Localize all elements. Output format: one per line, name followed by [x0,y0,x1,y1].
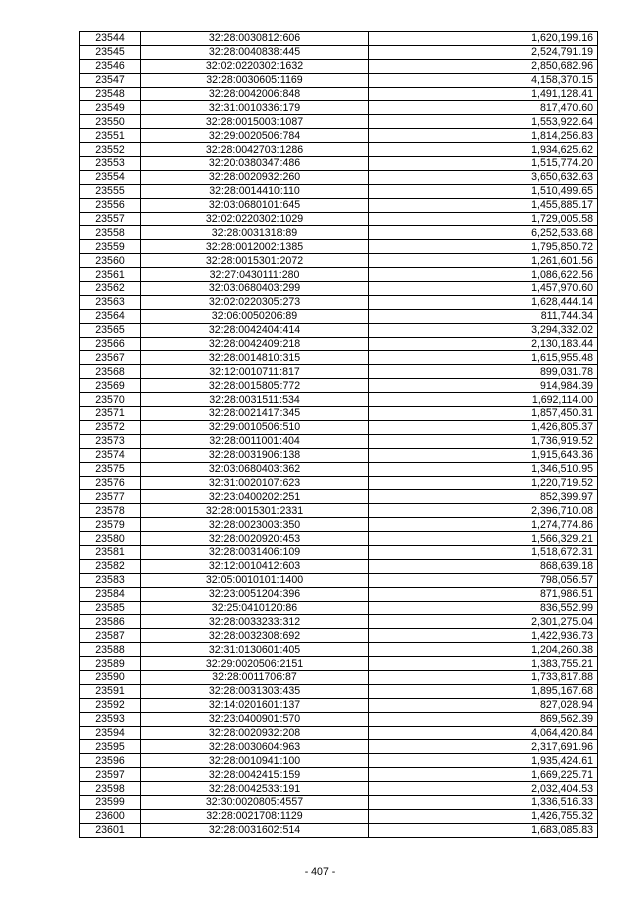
table-row [80,448,598,462]
row-id-cell: 23580 [80,532,141,546]
cadastral-number-cell: 32:28:0015003:1087 [141,115,369,129]
row-id-cell: 23586 [80,615,141,629]
cadastral-value-cell: 3,294,332.02 [369,323,598,337]
row-id-cell: 23551 [80,129,141,143]
row-id-cell: 23592 [80,698,141,712]
table-row [80,712,598,726]
cadastral-value-cell: 2,032,404.53 [369,782,598,796]
cadastral-value-cell: 1,086,622.56 [369,268,598,282]
table-row [80,490,598,504]
cadastral-value-cell: 798,056.57 [369,573,598,587]
cadastral-value-cell: 1,261,601.56 [369,254,598,268]
cadastral-number-cell: 32:28:0020932:208 [141,726,369,740]
table-row [80,143,598,157]
table-row [80,740,598,754]
row-id-cell: 23563 [80,295,141,309]
cadastral-number-cell: 32:28:0031318:89 [141,226,369,240]
cadastral-value-cell: 1,336,516.33 [369,795,598,809]
row-id-cell: 23562 [80,282,141,296]
cadastral-value-cell: 2,850,682.96 [369,59,598,73]
page-number: - 407 - [304,866,336,878]
cadastral-number-cell: 32:02:0220302:1029 [141,212,369,226]
cadastral-value-cell: 4,064,420.84 [369,726,598,740]
cadastral-number-cell: 32:02:0220302:1632 [141,59,369,73]
table-row [80,157,598,171]
cadastral-value-table [79,31,598,838]
row-id-cell: 23547 [80,73,141,87]
cadastral-value-cell: 1,934,625.62 [369,143,598,157]
table-row [80,212,598,226]
cadastral-number-cell: 32:28:0021708:1129 [141,809,369,823]
table-row [80,101,598,115]
cadastral-value-cell: 1,274,774.86 [369,518,598,532]
cadastral-value-cell: 1,422,936.73 [369,629,598,643]
cadastral-number-cell: 32:28:0042533:191 [141,782,369,796]
cadastral-number-cell: 32:28:0042703:1286 [141,143,369,157]
cadastral-value-cell: 2,301,275.04 [369,615,598,629]
cadastral-number-cell: 32:28:0011706:87 [141,670,369,684]
table-row [80,684,598,698]
table-row [80,226,598,240]
table-row [80,573,598,587]
cadastral-value-cell: 2,130,183.44 [369,337,598,351]
cadastral-value-cell: 1,736,919.52 [369,434,598,448]
table-row [80,601,598,615]
table-row [80,337,598,351]
cadastral-number-cell: 32:28:0020920:453 [141,532,369,546]
row-id-cell: 23570 [80,393,141,407]
cadastral-number-cell: 32:28:0030604:963 [141,740,369,754]
cadastral-value-cell: 1,515,774.20 [369,157,598,171]
row-id-cell: 23575 [80,462,141,476]
table-row [80,407,598,421]
row-id-cell: 23578 [80,504,141,518]
row-id-cell: 23601 [80,823,141,837]
row-id-cell: 23564 [80,309,141,323]
row-id-cell: 23595 [80,740,141,754]
cadastral-value-cell: 1,518,672.31 [369,545,598,559]
table-row [80,698,598,712]
table-row [80,504,598,518]
cadastral-value-cell: 836,552.99 [369,601,598,615]
row-id-cell: 23584 [80,587,141,601]
row-id-cell: 23576 [80,476,141,490]
cadastral-value-cell: 852,399.97 [369,490,598,504]
table-row [80,379,598,393]
cadastral-number-cell: 32:31:0010336:179 [141,101,369,115]
cadastral-number-cell: 32:03:0680403:299 [141,282,369,296]
cadastral-value-cell: 1,620,199.16 [369,32,598,46]
table-row [80,268,598,282]
table-row [80,532,598,546]
row-id-cell: 23557 [80,212,141,226]
cadastral-number-cell: 32:30:0020805:4557 [141,795,369,809]
table-row [80,254,598,268]
table-row [80,282,598,296]
cadastral-value-cell: 1,857,450.31 [369,407,598,421]
cadastral-value-cell: 1,615,955.48 [369,351,598,365]
table-row [80,351,598,365]
row-id-cell: 23561 [80,268,141,282]
table-row [80,87,598,101]
table-row [80,295,598,309]
table-row [80,309,598,323]
cadastral-number-cell: 32:28:0015301:2072 [141,254,369,268]
cadastral-number-cell: 32:28:0033233:312 [141,615,369,629]
row-id-cell: 23599 [80,795,141,809]
table-row [80,670,598,684]
cadastral-number-cell: 32:05:0010101:1400 [141,573,369,587]
row-id-cell: 23577 [80,490,141,504]
cadastral-value-cell: 1,426,755.32 [369,809,598,823]
row-id-cell: 23554 [80,170,141,184]
cadastral-value-cell: 1,795,850.72 [369,240,598,254]
table-row [80,643,598,657]
row-id-cell: 23546 [80,59,141,73]
table-row [80,754,598,768]
cadastral-number-cell: 32:28:0014410:110 [141,184,369,198]
row-id-cell: 23548 [80,87,141,101]
cadastral-number-cell: 32:23:0051204:396 [141,587,369,601]
cadastral-value-cell: 1,566,329.21 [369,532,598,546]
table-row [80,795,598,809]
cadastral-number-cell: 32:27:0430111:280 [141,268,369,282]
cadastral-value-cell: 914,984.39 [369,379,598,393]
cadastral-value-cell: 1,669,225.71 [369,768,598,782]
row-id-cell: 23550 [80,115,141,129]
cadastral-number-cell: 32:29:0020506:784 [141,129,369,143]
cadastral-number-cell: 32:25:0410120:86 [141,601,369,615]
table-row [80,434,598,448]
row-id-cell: 23583 [80,573,141,587]
table-row [80,198,598,212]
row-id-cell: 23590 [80,670,141,684]
cadastral-value-cell: 1,220,719.52 [369,476,598,490]
row-id-cell: 23585 [80,601,141,615]
cadastral-number-cell: 32:28:0040838:445 [141,45,369,59]
table-row [80,59,598,73]
cadastral-number-cell: 32:28:0042404:414 [141,323,369,337]
cadastral-value-cell: 811,744.34 [369,309,598,323]
cadastral-number-cell: 32:23:0400901:570 [141,712,369,726]
cadastral-value-cell: 1,383,755.21 [369,657,598,671]
cadastral-number-cell: 32:28:0011001:404 [141,434,369,448]
cadastral-value-cell: 2,317,691.96 [369,740,598,754]
table-body [80,32,598,838]
cadastral-value-cell: 2,524,791.19 [369,45,598,59]
table-row [80,629,598,643]
table-row [80,115,598,129]
cadastral-number-cell: 32:28:0014810:315 [141,351,369,365]
cadastral-value-cell: 1,733,817.88 [369,670,598,684]
row-id-cell: 23571 [80,407,141,421]
table-row [80,462,598,476]
row-id-cell: 23555 [80,184,141,198]
table-row [80,45,598,59]
table-row [80,518,598,532]
table-row [80,184,598,198]
cadastral-number-cell: 32:28:0031602:514 [141,823,369,837]
row-id-cell: 23565 [80,323,141,337]
row-id-cell: 23568 [80,365,141,379]
row-id-cell: 23553 [80,157,141,171]
cadastral-number-cell: 32:02:0220305:273 [141,295,369,309]
row-id-cell: 23582 [80,559,141,573]
cadastral-value-cell: 1,814,256.83 [369,129,598,143]
row-id-cell: 23574 [80,448,141,462]
table-row [80,559,598,573]
cadastral-value-cell: 6,252,533.68 [369,226,598,240]
cadastral-number-cell: 32:28:0020932:260 [141,170,369,184]
cadastral-value-cell: 1,491,128.41 [369,87,598,101]
table-row [80,129,598,143]
cadastral-number-cell: 32:28:0042415:159 [141,768,369,782]
row-id-cell: 23569 [80,379,141,393]
cadastral-value-cell: 1,729,005.58 [369,212,598,226]
cadastral-value-cell: 1,683,085.83 [369,823,598,837]
cadastral-number-cell: 32:29:0020506:2151 [141,657,369,671]
cadastral-value-cell: 1,935,424.61 [369,754,598,768]
table-row [80,323,598,337]
cadastral-number-cell: 32:28:0023003:350 [141,518,369,532]
cadastral-number-cell: 32:29:0010506:510 [141,420,369,434]
cadastral-value-cell: 869,562.39 [369,712,598,726]
cadastral-value-cell: 868,639.18 [369,559,598,573]
row-id-cell: 23552 [80,143,141,157]
row-id-cell: 23560 [80,254,141,268]
row-id-cell: 23588 [80,643,141,657]
row-id-cell: 23581 [80,545,141,559]
cadastral-number-cell: 32:28:0042409:218 [141,337,369,351]
row-id-cell: 23544 [80,32,141,46]
row-id-cell: 23600 [80,809,141,823]
cadastral-value-cell: 1,346,510.95 [369,462,598,476]
row-id-cell: 23589 [80,657,141,671]
cadastral-number-cell: 32:20:0380347:486 [141,157,369,171]
row-id-cell: 23593 [80,712,141,726]
cadastral-value-cell: 2,396,710.08 [369,504,598,518]
row-id-cell: 23558 [80,226,141,240]
table-row [80,726,598,740]
table-row [80,365,598,379]
table-row [80,170,598,184]
row-id-cell: 23596 [80,754,141,768]
cadastral-value-cell: 1,628,444.14 [369,295,598,309]
row-id-cell: 23549 [80,101,141,115]
row-id-cell: 23572 [80,420,141,434]
cadastral-number-cell: 32:23:0400202:251 [141,490,369,504]
table-row [80,657,598,671]
row-id-cell: 23545 [80,45,141,59]
cadastral-value-cell: 1,915,643.36 [369,448,598,462]
cadastral-number-cell: 32:03:0680403:362 [141,462,369,476]
cadastral-number-cell: 32:28:0012002:1385 [141,240,369,254]
cadastral-number-cell: 32:28:0031906:138 [141,448,369,462]
table-row [80,393,598,407]
cadastral-value-cell: 827,028.94 [369,698,598,712]
cadastral-number-cell: 32:14:0201601:137 [141,698,369,712]
table-row [80,823,598,837]
cadastral-number-cell: 32:28:0031406:109 [141,545,369,559]
cadastral-value-cell: 1,457,970.60 [369,282,598,296]
cadastral-number-cell: 32:06:0050206:89 [141,309,369,323]
cadastral-value-cell: 1,204,260.38 [369,643,598,657]
cadastral-value-cell: 3,650,632.63 [369,170,598,184]
cadastral-number-cell: 32:12:0010412:603 [141,559,369,573]
cadastral-number-cell: 32:28:0010941:100 [141,754,369,768]
table-row [80,476,598,490]
cadastral-value-cell: 1,426,805.37 [369,420,598,434]
row-id-cell: 23579 [80,518,141,532]
cadastral-value-cell: 817,470.60 [369,101,598,115]
row-id-cell: 23591 [80,684,141,698]
cadastral-number-cell: 32:28:0015805:772 [141,379,369,393]
table-row [80,420,598,434]
row-id-cell: 23597 [80,768,141,782]
row-id-cell: 23567 [80,351,141,365]
row-id-cell: 23573 [80,434,141,448]
table-row [80,768,598,782]
cadastral-value-cell: 871,986.51 [369,587,598,601]
table-row [80,587,598,601]
row-id-cell: 23566 [80,337,141,351]
cadastral-value-cell: 1,895,167.68 [369,684,598,698]
cadastral-number-cell: 32:12:0010711:817 [141,365,369,379]
table-row [80,615,598,629]
cadastral-number-cell: 32:28:0021417:345 [141,407,369,421]
table-row [80,240,598,254]
cadastral-value-cell: 1,692,114.00 [369,393,598,407]
cadastral-number-cell: 32:31:0020107:623 [141,476,369,490]
cadastral-number-cell: 32:28:0030812:606 [141,32,369,46]
cadastral-number-cell: 32:28:0030605:1169 [141,73,369,87]
cadastral-number-cell: 32:28:0015301:2331 [141,504,369,518]
cadastral-number-cell: 32:28:0031303:435 [141,684,369,698]
cadastral-value-cell: 1,553,922.64 [369,115,598,129]
cadastral-value-cell: 899,031.78 [369,365,598,379]
table-row [80,32,598,46]
table-row [80,809,598,823]
cadastral-number-cell: 32:28:0042006:848 [141,87,369,101]
row-id-cell: 23594 [80,726,141,740]
cadastral-number-cell: 32:28:0031511:534 [141,393,369,407]
row-id-cell: 23559 [80,240,141,254]
row-id-cell: 23587 [80,629,141,643]
table-row [80,73,598,87]
cadastral-value-cell: 1,510,499.65 [369,184,598,198]
table-row [80,782,598,796]
cadastral-number-cell: 32:28:0032308:692 [141,629,369,643]
cadastral-value-cell: 4,158,370.15 [369,73,598,87]
table-row [80,545,598,559]
cadastral-number-cell: 32:03:0680101:645 [141,198,369,212]
cadastral-number-cell: 32:31:0130601:405 [141,643,369,657]
row-id-cell: 23598 [80,782,141,796]
cadastral-value-cell: 1,455,885.17 [369,198,598,212]
row-id-cell: 23556 [80,198,141,212]
